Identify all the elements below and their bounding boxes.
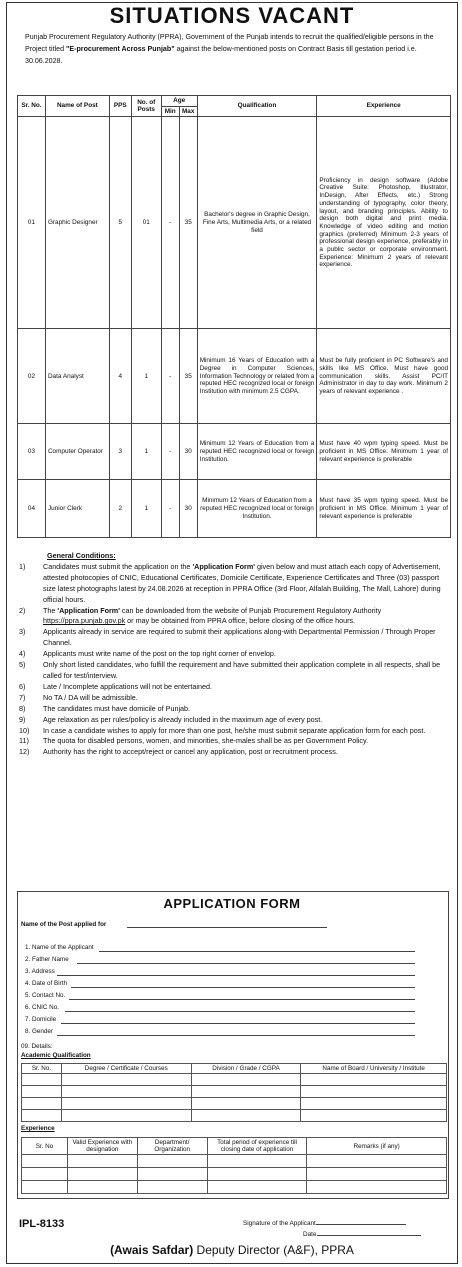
condition-number: 1) [19, 561, 26, 571]
posts-table [17, 95, 451, 538]
field-label-dob: 4. Date of Birth [25, 980, 67, 987]
acad-header-sr: Sr. No. [22, 1064, 62, 1074]
cell-qualification: Bachelor's degree in Graphic Design, Fine Arts, Multimedia Arts, or a related field [197, 117, 317, 329]
table-row [18, 480, 451, 538]
academic-table [21, 1063, 447, 1122]
condition-text: The candidates must have domicile of Punjab. [43, 703, 191, 713]
condition-number: 10) [19, 725, 30, 735]
field-label-domicile: 7. Domicile [25, 1016, 57, 1023]
project-title: "E-procurement Across Punjab" [66, 45, 175, 53]
cell-no-of-posts: 1 [131, 329, 161, 424]
cell-pps: 2 [109, 480, 131, 538]
table-header-row [22, 1064, 447, 1074]
cell-age-min: - [161, 117, 179, 329]
condition-item [19, 715, 451, 726]
general-conditions [19, 551, 451, 758]
condition-number: 12) [19, 747, 30, 757]
condition-number: 4) [19, 649, 26, 659]
condition-text: Applicants must write name of the post on the top right corner of envelop. [43, 649, 276, 659]
table-header-row [22, 1138, 447, 1155]
condition-item [19, 693, 451, 704]
exp-header-organization: Department/ Organization [137, 1138, 207, 1155]
condition-text: Candidates must submit the application on the [43, 561, 193, 571]
cell-sr: 04 [18, 480, 46, 538]
field-label-gender: 8. Gender [25, 1028, 54, 1035]
table-row[interactable] [22, 1074, 447, 1086]
experience-table [21, 1137, 447, 1194]
issuing-officer [7, 1243, 457, 1257]
cell-qualification: Minimum 12 Years of Education from a reputed HEC recognized local or foreign Institution. [197, 480, 317, 538]
header-no-of-posts: No. of Posts [131, 96, 161, 117]
condition-item [19, 747, 451, 758]
condition-text: Age relaxation as per rules/policy is already included in the maximum age of every post. [43, 714, 323, 724]
field-label-applicant-name: 1. Name of the Applicant [25, 944, 94, 951]
cell-post-name: Data Analyst [45, 329, 109, 424]
condition-number: 8) [19, 703, 26, 713]
father-name-line[interactable] [77, 963, 415, 964]
table-row[interactable] [22, 1110, 447, 1122]
condition-text: or may be obtained from PPRA office, before closing of the office hours. [125, 616, 356, 626]
field-label-contact: 5. Contact No. [25, 992, 66, 999]
details-label: 09. Details: [21, 1043, 53, 1050]
condition-text: Authority has the right to accept/reject or cancel any application, post or recruitment process. [43, 747, 338, 757]
field-label-address: 3. Address [25, 968, 55, 975]
cell-experience: Proficiency in design software (Adobe Creative Suite: Photoshop, Illustrator, InDesign, After Effects, etc.) Strong understanding of typography, color theory, layout, and branding principles. Ability to design both digital and print media. Knowledge of video editing and motion graphics (preferred) Minimum 2-3 years of professional design experience, preferably in a public sector or corporate environment. Experience: Minimum 2 years of relevant experience. [317, 117, 451, 329]
post-applied-line[interactable] [127, 927, 327, 928]
header-qualification: Qualification [197, 96, 317, 117]
cell-pps: 5 [109, 117, 131, 329]
cell-experience: Must have 40 wpm typing speed. Must be proficient in MS Office. Minimum 1 year of relevant experience is preferable [317, 424, 451, 480]
table-row[interactable] [22, 1086, 447, 1098]
table-row[interactable] [22, 1181, 447, 1194]
condition-item [19, 649, 451, 660]
condition-text: Only short listed candidates, who fulfill the requirement and have submitted their application complete in all respects, shall be called for test/interview. [43, 660, 441, 680]
acad-header-division: Division / Grade / CGPA [191, 1064, 301, 1074]
condition-item [19, 660, 451, 682]
cell-age-max: 35 [179, 117, 197, 329]
page-title: SITUATIONS VACANT [109, 3, 355, 28]
field-label-father-name: 2. Father Name [25, 956, 69, 963]
cell-qualification: Minimum 12 Years of Education from a reputed HEC recognized local or foreign Institution. [197, 424, 317, 480]
domicile-line[interactable] [61, 1023, 415, 1024]
contact-line[interactable] [69, 999, 415, 1000]
cell-sr: 02 [18, 329, 46, 424]
exp-header-designation: Valid Experience with designation [67, 1138, 137, 1155]
condition-number: 3) [19, 627, 26, 637]
application-form-title: APPLICATION FORM [163, 896, 301, 911]
table-row[interactable] [22, 1155, 447, 1168]
header-age-min: Min [161, 106, 179, 117]
applicant-name-line[interactable] [99, 951, 415, 952]
cell-pps: 4 [109, 329, 131, 424]
condition-item [19, 627, 451, 649]
reference-number: IPL-8133 [19, 1218, 65, 1230]
signature-label: Signature of the Applicant [243, 1220, 316, 1227]
academic-section-title: Academic Qualification [21, 1052, 91, 1059]
cell-qualification: Minimum 16 Years of Education with a Degree in Computer Sciences, Information Technology or related from a reputed HEC recognized local or foreign Institution with minimum 2.5 CGPA. [197, 329, 317, 424]
signature-block [243, 1218, 421, 1240]
acad-header-degree: Degree / Certificate / Courses [61, 1064, 191, 1074]
header-post-name: Name of Post [45, 96, 109, 117]
condition-item [19, 726, 451, 737]
cell-age-max: 30 [179, 480, 197, 538]
cell-sr: 03 [18, 424, 46, 480]
condition-text: Late / Incomplete applications will not be entertained. [43, 681, 213, 691]
cell-age-max: 30 [179, 424, 197, 480]
condition-text: No TA / DA will be admissible. [43, 692, 138, 702]
header-age: Age [161, 96, 197, 107]
signature-line[interactable] [316, 1224, 406, 1225]
cell-post-name: Computer Operator [45, 424, 109, 480]
condition-number: 2) [19, 605, 26, 615]
table-row[interactable] [22, 1168, 447, 1181]
condition-text: The [43, 605, 58, 615]
officer-designation: Deputy Director (A&F), PPRA [193, 1243, 354, 1257]
officer-name: (Awais Safdar) [110, 1243, 194, 1257]
acad-header-board: Name of Board / University / Institute [301, 1064, 447, 1074]
intro-paragraph [25, 31, 441, 67]
intro-text-end: against the below-mentioned posts on Contract Basis till gestation period i.e. 30.06.2028. [25, 45, 417, 65]
advertisement-page [6, 2, 458, 1264]
table-row[interactable] [22, 1098, 447, 1110]
intro-text: Punjab Procurement Regulatory Authority (PPRA), Government of the Punjab intends to recruit the qualified/eligible persons in the Project titled [25, 33, 434, 53]
cell-age-min: - [161, 424, 179, 480]
exp-header-sr: Sr. No [22, 1138, 68, 1155]
condition-number: 9) [19, 714, 26, 724]
condition-number: 7) [19, 692, 26, 702]
exp-header-remarks: Remarks (if any) [307, 1138, 447, 1155]
cell-post-name: Graphic Designer [45, 117, 109, 329]
condition-number: 11) [19, 736, 29, 746]
header-pps: PPS [109, 96, 131, 117]
address-line[interactable] [57, 975, 415, 976]
cell-experience: Must have 35 wpm typing speed. Must be proficient in MS Office. Minimum 1 year of relevant experience is preferable [317, 480, 451, 538]
post-applied-label: Name of the Post applied for [21, 921, 107, 928]
cell-experience: Must be fully proficient in PC Software's and skills like MS Office. Must have good communication skills. Assist PC/IT Administrator in day to day work. Minimum 2 years of relevant experience . [317, 329, 451, 424]
cell-no-of-posts: 1 [131, 424, 161, 480]
cell-post-name: Junior Clerk [45, 480, 109, 538]
experience-section-title: Experience [21, 1125, 55, 1132]
cnic-line[interactable] [65, 1011, 415, 1012]
cell-sr: 01 [18, 117, 46, 329]
cell-pps: 3 [109, 424, 131, 480]
cell-no-of-posts: 1 [131, 480, 161, 538]
header-age-max: Max [179, 106, 197, 117]
dob-line[interactable] [71, 987, 415, 988]
condition-text: In case a candidate wishes to apply for more than one post, he/she must submit separate application form for each post. [43, 725, 426, 735]
condition-text: given below and must attach each copy of Advertisement, attested photocopies of CNIC, Educational Certificates, Domicile Certificate, Experience Certificates and Three (03) passport size latest photographs latest by 24.08.2026 at reception in PPRA Office (3rd Floor, Alfalah Building, The Mall, Lahore) during official hours. [43, 561, 441, 604]
table-row [18, 424, 451, 480]
condition-number: 6) [19, 681, 26, 691]
header-experience: Experience [317, 96, 451, 117]
exp-header-period: Total period of experience till closing date of application [207, 1138, 307, 1155]
header-sr: Sr. No. [18, 96, 46, 117]
general-conditions-title: General Conditions: [47, 551, 116, 560]
cell-age-min: - [161, 480, 179, 538]
condition-item [19, 606, 451, 628]
condition-highlight: 'Application Form' [192, 561, 255, 571]
date-line[interactable] [317, 1235, 421, 1236]
condition-text: can be downloaded from the website of Punjab Procurement Regulatory Authority [119, 605, 382, 615]
condition-text: Applicants already in service are required to submit their applications along-with Departmental Permission / Through Proper Channel. [43, 627, 436, 648]
condition-item [19, 704, 451, 715]
condition-highlight: 'Application Form' [57, 605, 120, 615]
field-label-cnic: 6. CNIC No. [25, 1004, 59, 1011]
table-row [18, 117, 451, 329]
table-row [18, 329, 451, 424]
condition-text: The quota for disabled persons, women, and minorities, she-males shall be as per Government Policy. [43, 736, 369, 746]
website-link[interactable]: https://ppra.punjab.gov.pk [43, 616, 126, 626]
date-label: Date [303, 1231, 317, 1238]
condition-item [19, 736, 451, 747]
condition-item [19, 682, 451, 693]
condition-number: 5) [19, 660, 26, 670]
cell-age-max: 35 [179, 329, 197, 424]
condition-item [19, 562, 451, 606]
cell-no-of-posts: 01 [131, 117, 161, 329]
gender-line[interactable] [57, 1035, 415, 1036]
cell-age-min: - [161, 329, 179, 424]
